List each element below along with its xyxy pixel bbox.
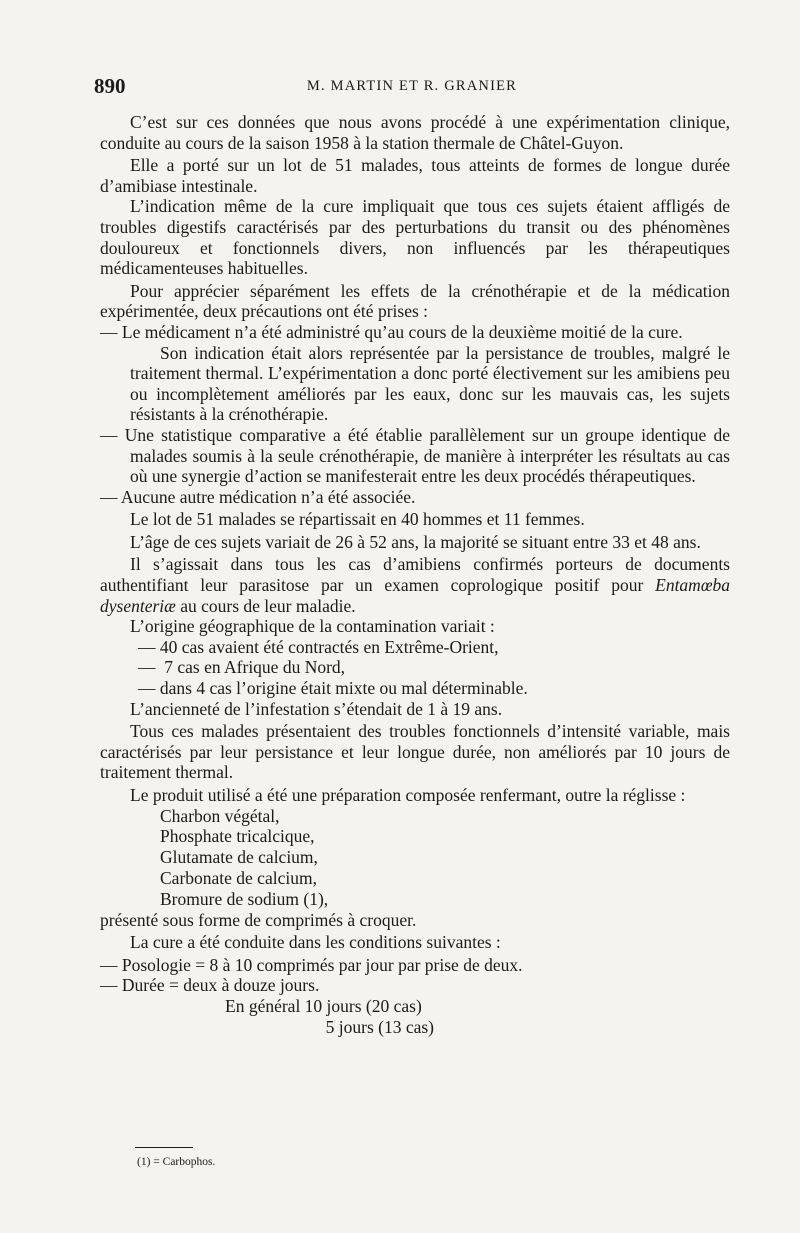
page-header: [94, 74, 730, 98]
origin-list: [100, 637, 730, 699]
list-item: Glutamate de calcium,: [160, 847, 318, 868]
list-item: — 40 cas avaient été contractés en Extrême-Orient,: [138, 636, 499, 657]
species-name: Entamœba dysenteriæ: [100, 575, 730, 616]
page-number: 890: [94, 74, 126, 98]
list-item: En général 10 jours (20 cas): [225, 995, 422, 1016]
list-item: Phosphate tricalcique,: [160, 826, 315, 847]
duration-breakdown: [100, 996, 730, 1037]
precaution-item: — Aucune autre médication n’a été associée.: [100, 486, 416, 507]
running-head: M. MARTIN ET R. GRANIER: [306, 78, 518, 94]
paragraph: L’ancienneté de l’infestation s’étendait de 1 à 19 ans.: [130, 698, 503, 719]
paragraph: Le produit utilisé a été une préparation composée renfermant, outre la réglisse :: [130, 785, 686, 805]
paragraph: L’indication même de la cure impliquait que tous ces sujets étaient affligés de troubles digestifs caractérisés par des perturbations du transit ou des phénomènes douloureux et fonctionnels divers, non influencés par les thérapeutiques médicamenteuses habituelles.: [100, 196, 730, 279]
list-item: — 7 cas en Afrique du Nord,: [138, 657, 346, 678]
dosage-line: — Posologie = 8 à 10 comprimés par jour par prise de deux.: [100, 954, 523, 975]
paragraph: Pour apprécier séparément les effets de la crénothérapie et de la médication expérimentée, deux précautions ont été prises :: [100, 280, 730, 322]
paragraph: présenté sous forme de comprimés à croquer.: [100, 909, 417, 930]
paragraph-text: au cours de leur maladie.: [175, 595, 356, 616]
list-item: Carbonate de calcium,: [160, 867, 317, 888]
precaution-detail: Son indication était alors représentée par la persistance de troubles, malgré le traitement thermal. L’expérimentation a donc porté électivement sur les amibiens peu ou incomplètement améliorés par les eaux, donc sur les mauvais cas, les sujets résistants à la crénothérapie.: [130, 342, 730, 425]
paragraph: Tous ces malades présentaient des troubles fonctionnels d’intensité variable, mais caractérisés par leur persistance et leur longue durée, non améliorés par 10 jours de traitement thermal.: [100, 721, 730, 783]
footnote-divider: [135, 1147, 193, 1148]
list-item: 5 jours (13 cas): [225, 1016, 435, 1037]
list-item: — dans 4 cas l’origine était mixte ou mal déterminable.: [138, 678, 528, 699]
precaution-item: — Le médicament n’a été administré qu’au cours de la deuxième moitié de la cure.: [100, 321, 683, 342]
list-item: Bromure de sodium (1),: [160, 888, 329, 909]
paragraph-text: Il s’agissait dans tous les cas d’amibiens confirmés porteurs de documents authentifiant leur parasitose par un examen coprologique positif pour: [100, 554, 730, 596]
paragraph: Elle a porté sur un lot de 51 malades, tous atteints de formes de longue durée d’amibiase intestinale.: [100, 155, 730, 196]
precaution-item: — Une statistique comparative a été établie parallèlement sur un groupe identique de malades soumis à la seule crénothérapie, de manière à interpréter les résultats au cas où une synergie d’action se manifesterait entre les deux procédés thérapeutiques.: [100, 424, 730, 487]
paragraph: [100, 554, 730, 616]
paragraph: L’origine géographique de la contamination variait :: [130, 616, 495, 637]
footnote: (1) = Carbophos.: [137, 1156, 216, 1168]
paragraph: L’âge de ces sujets variait de 26 à 52 ans, la majorité se situant entre 33 et 48 ans.: [130, 531, 701, 552]
paragraph: La cure a été conduite dans les conditions suivantes :: [130, 932, 501, 953]
body-text: [100, 112, 730, 1037]
composition-list: [100, 806, 730, 910]
paragraph: C’est sur ces données que nous avons procédé à une expérimentation clinique, conduite au cours de la saison 1958 à la station thermale de Châtel-Guyon.: [100, 112, 730, 153]
list-item: Charbon végétal,: [160, 805, 280, 826]
paragraph: Le lot de 51 malades se répartissait en 40 hommes et 11 femmes.: [130, 509, 585, 530]
duration-line: — Durée = deux à douze jours.: [100, 975, 320, 996]
